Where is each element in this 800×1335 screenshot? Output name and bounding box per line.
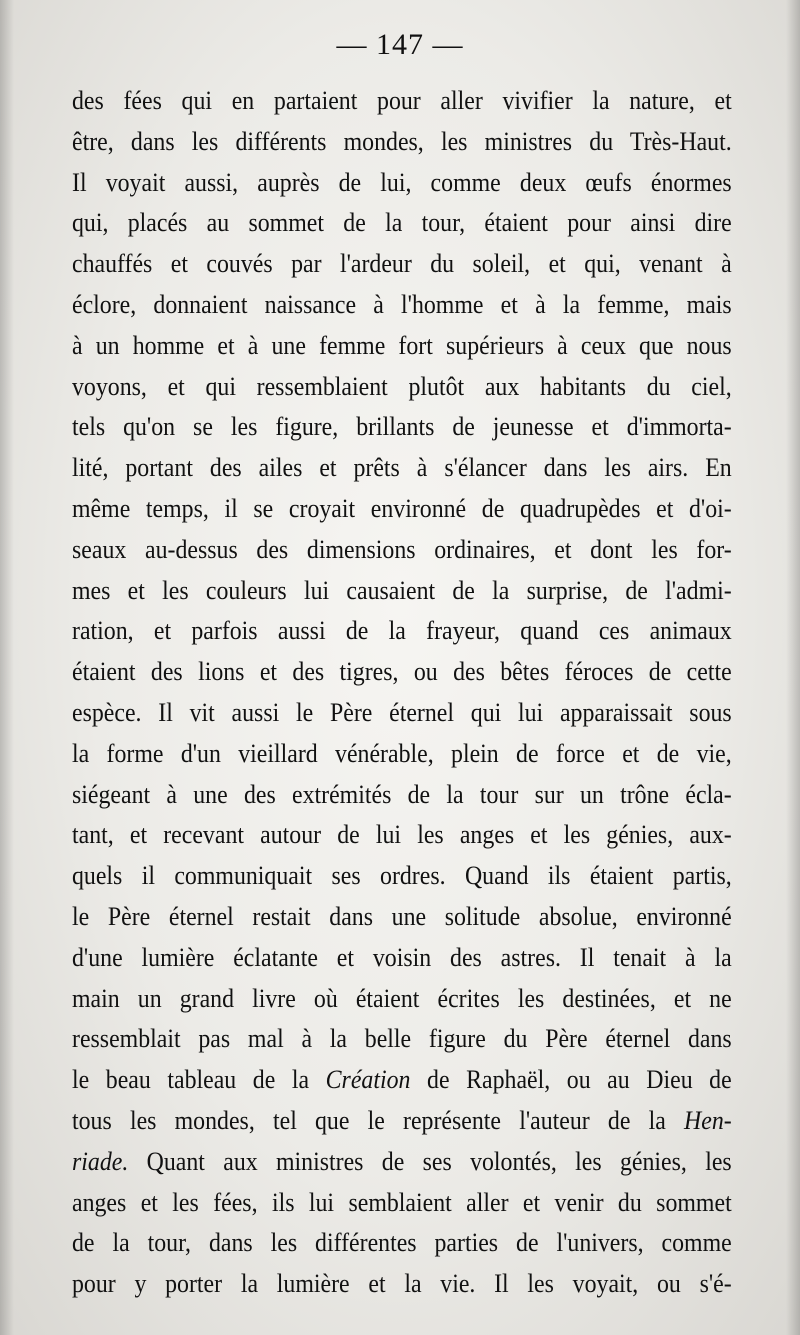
text-line: quels il communiquait ses ordres. Quand ils étaient partis, xyxy=(72,860,732,891)
text-line xyxy=(72,1100,732,1141)
page-shadow-left xyxy=(0,0,14,1335)
text-line: Il voyait aussi, auprès de lui, comme deux œufs énormes xyxy=(72,166,732,197)
text-line: ration, et parfois aussi de la frayeur, quand ces animaux xyxy=(72,615,732,646)
text-line: la forme d'un vieillard vénérable, plein de force et de vie, xyxy=(72,737,732,768)
text-line: siégeant à une des extrémités de la tour sur un trône écla- xyxy=(72,778,732,809)
text-line: éclore, donnaient naissance à l'homme et à la femme, mais xyxy=(72,288,732,319)
text-fragment: de Raphaël, ou au Dieu de xyxy=(427,1064,732,1095)
text-line: étaient des lions et des tigres, ou des bêtes féroces de cette xyxy=(72,656,732,687)
text-line: d'une lumière éclatante et voisin des astres. Il tenait à la xyxy=(72,941,732,972)
text-line: qui, placés au sommet de la tour, étaient pour ainsi dire xyxy=(72,207,732,238)
text-fragment: tous les mondes, tel que le représente l'auteur de la xyxy=(72,1104,666,1135)
text-line: seaux au-dessus des dimensions ordinaires, et dont les for- xyxy=(72,533,732,564)
text-fragment: Quant aux ministres de ses volontés, les génies, les xyxy=(146,1145,732,1176)
text-line: même temps, il se croyait environné de quadrupèdes et d'oi- xyxy=(72,492,732,523)
text-line: voyons, et qui ressemblaient plutôt aux habitants du ciel, xyxy=(72,370,732,401)
text-line: chauffés et couvés par l'ardeur du soleil, et qui, venant à xyxy=(72,248,732,279)
text-line xyxy=(72,1059,732,1100)
text-line: à un homme et à une femme fort supérieurs à ceux que nous xyxy=(72,329,732,360)
italic-henriade-part2: riade. xyxy=(72,1145,129,1176)
text-fragment: le beau tableau de la xyxy=(72,1064,310,1095)
text-line: des fées qui en partaient pour aller vivifier la nature, et xyxy=(72,85,732,115)
text-line: de la tour, dans les différentes parties de l'univers, comme xyxy=(72,1227,732,1258)
text-line: tels qu'on se les figure, brillants de jeunesse et d'immorta- xyxy=(72,411,732,442)
text-line: espèce. Il vit aussi le Père éternel qui lui apparaissait sous xyxy=(72,696,732,727)
page-number: — 147 — xyxy=(336,28,464,61)
text-line: être, dans les différents mondes, les ministres du Très-Haut. xyxy=(72,125,732,156)
text-line: ressemblait pas mal à la belle figure du Père éternel dans xyxy=(72,1023,732,1054)
text-line: lité, portant des ailes et prêts à s'élancer dans les airs. En xyxy=(72,452,732,483)
italic-henriade-part1: Hen- xyxy=(684,1104,732,1135)
text-line xyxy=(72,1141,732,1182)
text-line: tant, et recevant autour de lui les anges et les génies, aux- xyxy=(72,819,732,850)
text-line: pour y porter la lumière et la vie. Il les voyait, ou s'é- xyxy=(72,1268,732,1299)
page-body-text xyxy=(72,80,732,1304)
page-shadow-right xyxy=(786,0,800,1335)
text-line: main un grand livre où étaient écrites les destinées, et ne xyxy=(72,982,732,1013)
text-line: mes et les couleurs lui causaient de la surprise, de l'admi- xyxy=(72,574,732,605)
text-line: anges et les fées, ils lui semblaient aller et venir du sommet xyxy=(72,1186,732,1217)
text-line: le Père éternel restait dans une solitude absolue, environné xyxy=(72,900,732,931)
italic-creation: Création xyxy=(325,1064,411,1095)
